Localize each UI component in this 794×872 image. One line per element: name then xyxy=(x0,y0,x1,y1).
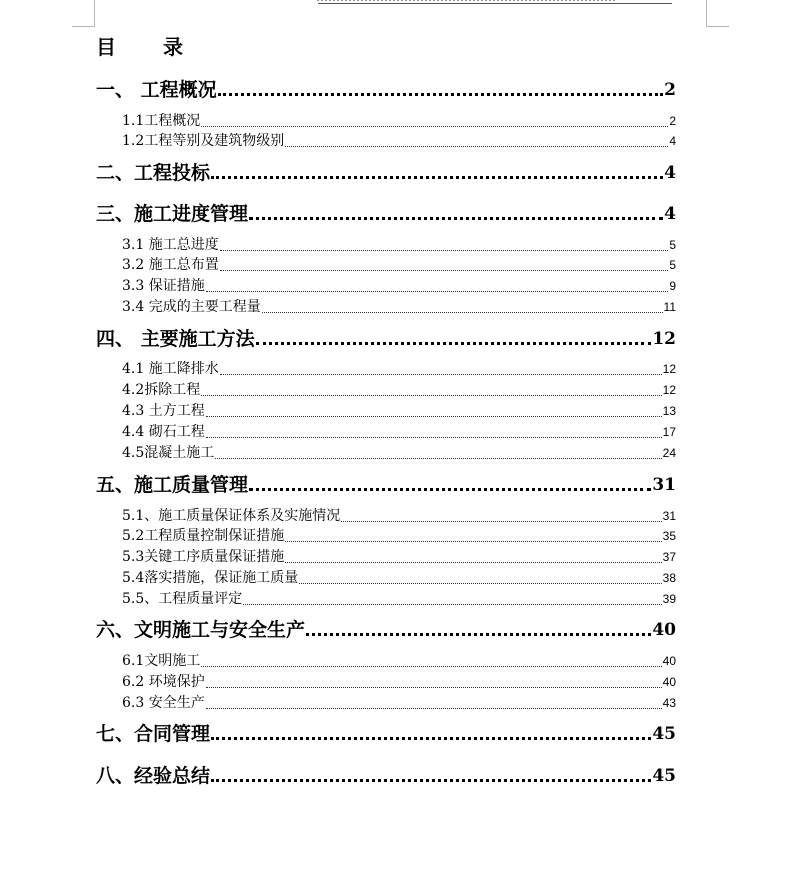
page-corner-mark-left xyxy=(72,0,95,27)
toc-entry-section[interactable] xyxy=(122,422,676,442)
toc-entry-page: 39 xyxy=(662,592,676,606)
dot-leader xyxy=(206,437,662,438)
toc-entry-label: 4.2拆除工程 xyxy=(122,382,201,398)
toc-entry-label: 3.3 保证措施 xyxy=(122,278,205,294)
toc-entry-page: 5 xyxy=(669,238,676,252)
toc-entry-chapter[interactable] xyxy=(96,472,676,498)
toc-entry-label: 3.4 完成的主要工程量 xyxy=(122,299,261,315)
dot-leader xyxy=(215,458,661,459)
dot-leader xyxy=(211,176,663,179)
toc-entry-label: 4.4 砌石工程 xyxy=(122,424,205,440)
toc-entry-chapter[interactable] xyxy=(96,77,676,103)
toc-entry-label: 5.3关键工序质量保证措施 xyxy=(122,549,285,565)
toc-entry-page: 4 xyxy=(664,163,676,183)
toc-entry-page: 31 xyxy=(652,475,676,495)
toc-entry-label: 6.2 环境保护 xyxy=(122,674,205,690)
toc-entry-section[interactable] xyxy=(122,111,676,131)
toc-entry-section[interactable] xyxy=(122,506,676,526)
toc-entry-label: 6.3 安全生产 xyxy=(122,695,205,711)
dot-leader xyxy=(243,604,661,605)
page-header-rule xyxy=(318,3,672,4)
toc-entry-page: 35 xyxy=(662,529,676,543)
dot-leader xyxy=(306,633,651,636)
toc-entry-section[interactable] xyxy=(122,651,676,671)
dot-leader xyxy=(262,312,663,313)
toc-entry-page: 40 xyxy=(652,620,676,640)
toc-entry-section[interactable] xyxy=(122,131,676,151)
toc-entry-chapter[interactable] xyxy=(96,617,676,643)
dot-leader xyxy=(256,342,652,345)
toc-entry-section[interactable] xyxy=(122,443,676,463)
toc-entry-label: 五、施工质量管理 xyxy=(96,474,249,496)
dot-leader xyxy=(211,779,651,782)
dot-leader xyxy=(211,737,651,740)
toc-entry-section[interactable] xyxy=(122,380,676,400)
dot-leader xyxy=(299,583,661,584)
dot-leader xyxy=(206,291,669,292)
toc-title: 目 录 xyxy=(96,35,203,59)
toc-entry-page: 12 xyxy=(662,383,676,397)
toc-entry-label: 6.1文明施工 xyxy=(122,653,201,669)
toc-entry-label: 4.3 土方工程 xyxy=(122,403,205,419)
toc-entry-label: 八、经验总结 xyxy=(96,765,211,787)
toc-entry-page: 12 xyxy=(652,329,676,349)
toc-entry-page: 40 xyxy=(662,654,676,668)
dot-leader xyxy=(206,708,662,709)
dot-leader xyxy=(201,126,668,127)
dot-leader xyxy=(249,488,651,491)
toc-entry-label: 三、施工进度管理 xyxy=(96,203,249,225)
toc-entry-section[interactable] xyxy=(122,401,676,421)
toc-entry-page: 45 xyxy=(652,766,676,786)
dot-leader xyxy=(285,562,661,563)
toc-entry-label: 5.1、施工质量保证体系及实施情况 xyxy=(122,508,341,524)
dot-leader xyxy=(206,687,662,688)
toc-entry-section[interactable] xyxy=(122,693,676,713)
dot-leader xyxy=(218,93,664,96)
toc-entry-label: 一、 工程概况 xyxy=(96,79,217,101)
toc-entry-label: 二、工程投标 xyxy=(96,162,211,184)
toc-entry-section[interactable] xyxy=(122,568,676,588)
toc-entry-section[interactable] xyxy=(122,359,676,379)
toc-entry-page: 11 xyxy=(663,300,676,314)
toc-entry-label: 5.5、工程质量评定 xyxy=(122,591,243,607)
toc-entry-section[interactable] xyxy=(122,276,676,296)
dot-leader xyxy=(285,541,661,542)
toc-entry-page: 13 xyxy=(662,404,676,418)
dot-leader xyxy=(249,217,663,220)
toc-entry-page: 4 xyxy=(669,134,676,148)
toc-entry-chapter[interactable] xyxy=(96,201,676,227)
toc-entry-label: 5.4落实措施，保证施工质量 xyxy=(122,570,299,586)
toc-entry-section[interactable] xyxy=(122,297,676,317)
toc-entry-page: 40 xyxy=(662,675,676,689)
toc-entry-page: 9 xyxy=(669,279,676,293)
toc-entry-chapter[interactable] xyxy=(96,326,676,352)
toc-entry-label: 1.1工程概况 xyxy=(122,113,201,129)
toc-entry-label: 六、文明施工与安全生产 xyxy=(96,619,306,641)
toc-entry-page: 38 xyxy=(662,571,676,585)
toc-entry-label: 3.2 施工总布置 xyxy=(122,257,219,273)
toc-entry-section[interactable] xyxy=(122,526,676,546)
toc-entry-page: 5 xyxy=(669,258,676,272)
toc-entry-label: 4.5混凝土施工 xyxy=(122,445,215,461)
toc-entry-page: 45 xyxy=(652,724,676,744)
dot-leader xyxy=(201,666,661,667)
toc-entry-page: 24 xyxy=(662,446,676,460)
toc-entry-page: 31 xyxy=(662,509,676,523)
dot-leader xyxy=(341,521,661,522)
toc-entry-page: 17 xyxy=(662,425,676,439)
toc-entry-label: 1.2工程等别及建筑物级别 xyxy=(122,133,285,149)
toc-entry-section[interactable] xyxy=(122,235,676,255)
toc-entry-page: 43 xyxy=(662,696,676,710)
toc-entry-label: 七、合同管理 xyxy=(96,723,211,745)
toc-entry-label: 4.1 施工降排水 xyxy=(122,361,219,377)
toc-entry-page: 2 xyxy=(664,80,676,100)
toc-entry-section[interactable] xyxy=(122,672,676,692)
toc-entry-section[interactable] xyxy=(122,589,676,609)
dot-leader xyxy=(220,250,669,251)
toc-entry-chapter[interactable] xyxy=(96,763,676,789)
toc-entry-page: 12 xyxy=(662,362,676,376)
dot-leader xyxy=(285,146,668,147)
page-corner-mark-right xyxy=(706,0,729,27)
toc-entry-section[interactable] xyxy=(122,547,676,567)
toc-entry-label: 3.1 施工总进度 xyxy=(122,237,219,253)
dot-leader xyxy=(220,374,662,375)
toc-entry-chapter[interactable] xyxy=(96,160,676,186)
toc-entry-chapter[interactable] xyxy=(96,721,676,747)
toc-entry-section[interactable] xyxy=(122,255,676,275)
toc-entry-page: 2 xyxy=(669,114,676,128)
toc-entry-label: 四、 主要施工方法 xyxy=(96,328,255,350)
toc-entry-page: 4 xyxy=(664,204,676,224)
dot-leader xyxy=(201,395,661,396)
dot-leader xyxy=(206,416,662,417)
toc-entry-label: 5.2工程质量控制保证措施 xyxy=(122,528,285,544)
dot-leader xyxy=(220,270,669,271)
toc-entry-page: 37 xyxy=(662,550,676,564)
